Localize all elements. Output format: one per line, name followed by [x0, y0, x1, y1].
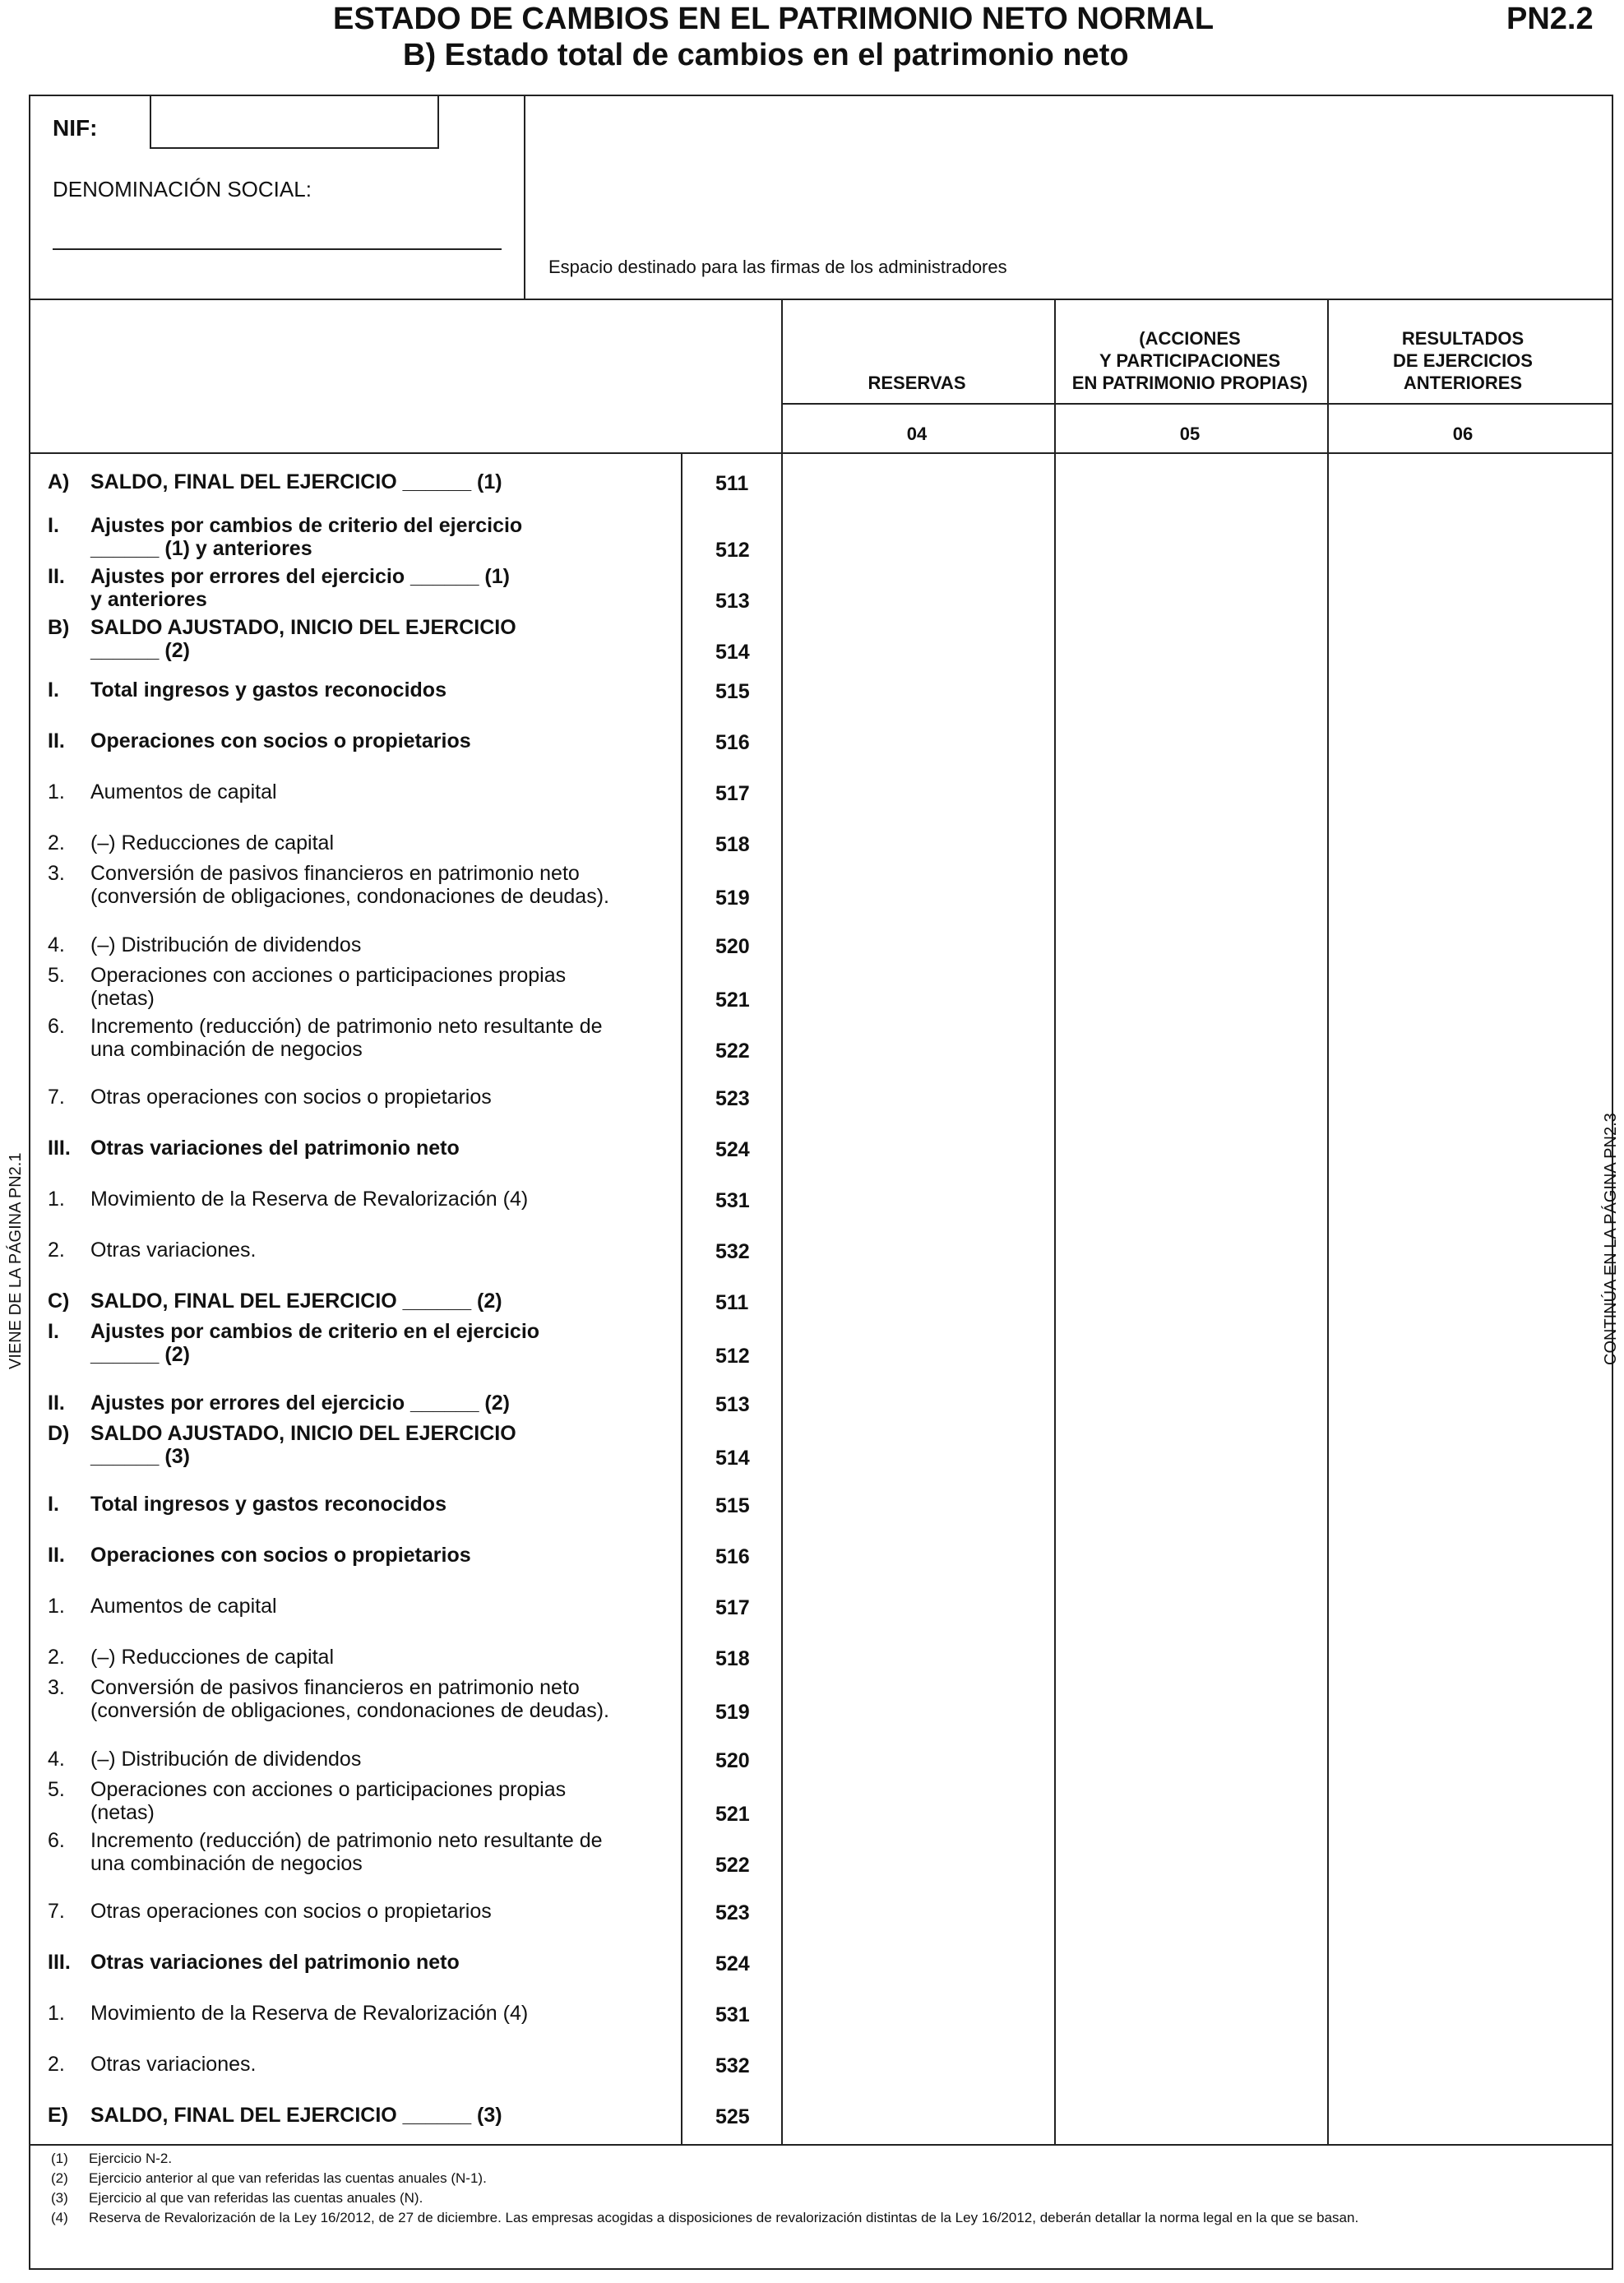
value-cell[interactable]	[1329, 609, 1599, 660]
value-cell[interactable]	[1329, 1313, 1599, 1364]
value-cell[interactable]	[783, 1588, 1053, 1621]
value-cell[interactable]	[783, 1893, 1053, 1926]
row-number: I.	[48, 1493, 59, 1516]
value-cell[interactable]	[1056, 1283, 1326, 1316]
value-cell[interactable]	[783, 1385, 1053, 1418]
row-label-continued: una combinación de negocios	[90, 1852, 363, 1875]
table-row	[48, 862, 750, 913]
row-code: 513	[715, 1393, 750, 1416]
value-cell[interactable]	[1056, 1385, 1326, 1418]
value-cell[interactable]	[1329, 2097, 1599, 2130]
table-row	[48, 1900, 750, 1951]
row-number: 1.	[48, 2002, 65, 2025]
value-cell[interactable]	[1329, 1995, 1599, 2028]
divider	[29, 299, 1613, 300]
row-label: Otras variaciones.	[90, 2053, 257, 2076]
column-header-line: EN PATRIMONIO PROPIAS)	[1071, 373, 1308, 393]
divider	[681, 452, 682, 2144]
row-number: 6.	[48, 1015, 65, 1038]
value-cell[interactable]	[783, 672, 1053, 705]
row-code: 515	[715, 680, 750, 703]
value-cell[interactable]	[1329, 825, 1599, 858]
table-row	[48, 729, 750, 780]
row-number: 2.	[48, 1239, 65, 1262]
table-row	[48, 1086, 750, 1137]
row-number: 2.	[48, 831, 65, 854]
column-number: 05	[1179, 424, 1201, 444]
row-code: 516	[715, 731, 750, 754]
value-cell[interactable]	[1056, 1008, 1326, 1059]
footnote	[51, 2170, 487, 2187]
value-cell[interactable]	[783, 957, 1053, 1008]
value-cell[interactable]	[783, 1995, 1053, 2028]
table-row	[48, 1015, 750, 1066]
row-number: 1.	[48, 1188, 65, 1211]
row-code: 518	[715, 833, 750, 856]
value-cell[interactable]	[1329, 507, 1599, 558]
row-code: 520	[715, 935, 750, 958]
table-row	[48, 1137, 750, 1188]
value-cell[interactable]	[1056, 1741, 1326, 1774]
table-row	[48, 964, 750, 1015]
row-number: III.	[48, 1137, 71, 1160]
row-number: III.	[48, 1951, 71, 1974]
row-number: 6.	[48, 1829, 65, 1852]
row-code: 513	[715, 590, 750, 613]
row-code: 519	[715, 887, 750, 910]
table-row	[48, 2002, 750, 2053]
table-row	[48, 514, 750, 565]
value-cell[interactable]	[1329, 1588, 1599, 1621]
value-cell[interactable]	[1056, 1893, 1326, 1926]
row-label-continued: ______ (3)	[90, 1445, 190, 1468]
value-cell[interactable]	[783, 1741, 1053, 1774]
value-cell[interactable]	[783, 609, 1053, 660]
row-label: (–) Reducciones de capital	[90, 831, 334, 854]
value-cell[interactable]	[783, 558, 1053, 609]
row-label: (–) Distribución de dividendos	[90, 933, 362, 956]
value-cell[interactable]	[1329, 774, 1599, 807]
value-cell[interactable]	[1329, 855, 1599, 906]
table-row	[48, 1493, 750, 1544]
value-cell[interactable]	[783, 825, 1053, 858]
row-label: SALDO AJUSTADO, INICIO DEL EJERCICIO	[90, 616, 516, 639]
row-label-continued: ______ (2)	[90, 1343, 190, 1366]
row-code: 524	[715, 1952, 750, 1975]
row-number: C)	[48, 1290, 70, 1313]
row-code: 514	[715, 1447, 750, 1470]
value-cell[interactable]	[1056, 1588, 1326, 1621]
row-code: 520	[715, 1749, 750, 1772]
row-label: Movimiento de la Reserva de Revalorización (4)	[90, 2002, 529, 2025]
table-row	[48, 1422, 750, 1473]
row-code: 514	[715, 641, 750, 664]
value-cell[interactable]	[783, 1944, 1053, 1977]
row-number: 4.	[48, 933, 65, 956]
row-code: 532	[715, 1240, 750, 1263]
row-label: Ajustes por errores del ejercicio ______ (2)	[90, 1392, 510, 1415]
row-number: 1.	[48, 780, 65, 803]
row-label: Operaciones con acciones o participaciones propias	[90, 1778, 567, 1801]
value-cell[interactable]	[1056, 507, 1326, 558]
row-code: 512	[715, 1345, 750, 1368]
value-cell[interactable]	[783, 1181, 1053, 1214]
value-cell[interactable]	[783, 1079, 1053, 1112]
table-row	[48, 565, 750, 616]
value-cell[interactable]	[1056, 2046, 1326, 2079]
column-header-line: ANTERIORES	[1403, 373, 1523, 393]
footnote-number: (3)	[51, 2190, 68, 2206]
footnote-number: (4)	[51, 2210, 68, 2225]
row-label: Ajustes por cambios de criterio en el ejercicio	[90, 1320, 540, 1343]
row-code: 517	[715, 1596, 750, 1619]
value-cell[interactable]	[783, 507, 1053, 558]
form-subtitle: B) Estado total de cambios en el patrimonio neto	[403, 38, 1129, 72]
value-cell[interactable]	[1329, 1232, 1599, 1265]
value-cell[interactable]	[1056, 1313, 1326, 1364]
table-row	[48, 1239, 750, 1290]
footnote-text: Reserva de Revalorización de la Ley 16/2012, de 27 de diciembre. Las empresas acogidas a disposiciones de revalorización distintas de la Ley 16/2012, deberán detallar la norma legal en la que se basan.	[89, 2210, 1359, 2225]
row-code: 515	[715, 1494, 750, 1517]
value-cell[interactable]	[1329, 464, 1599, 497]
row-number: I.	[48, 514, 59, 537]
divider	[524, 95, 525, 300]
row-label-continued: y anteriores	[90, 588, 207, 611]
value-cell[interactable]	[783, 1771, 1053, 1822]
value-cell[interactable]	[1329, 957, 1599, 1008]
signature-area[interactable]	[526, 96, 1612, 299]
value-cell[interactable]	[1056, 1181, 1326, 1214]
value-cell[interactable]	[1329, 1741, 1599, 1774]
value-cell[interactable]	[1056, 1669, 1326, 1720]
row-label: Operaciones con socios o propietarios	[90, 729, 471, 753]
value-cell[interactable]	[1329, 1283, 1599, 1316]
row-label: Conversión de pasivos financieros en patrimonio neto	[90, 1676, 580, 1699]
table-row	[48, 2053, 750, 2104]
footnote	[51, 2151, 172, 2167]
row-label: Conversión de pasivos financieros en patrimonio neto	[90, 862, 580, 885]
footnote-number: (2)	[51, 2170, 68, 2186]
value-cell[interactable]	[1056, 1639, 1326, 1672]
row-label: SALDO, FINAL DEL EJERCICIO ______ (2)	[90, 1290, 502, 1313]
row-label: Incremento (reducción) de patrimonio neto resultante de	[90, 1015, 603, 1038]
value-cell[interactable]	[783, 2046, 1053, 2079]
value-cell[interactable]	[1056, 558, 1326, 609]
row-code: 532	[715, 2054, 750, 2077]
row-code: 516	[715, 1545, 750, 1568]
value-cell[interactable]	[783, 1486, 1053, 1519]
value-cell[interactable]	[1056, 1130, 1326, 1163]
row-code: 522	[715, 1854, 750, 1877]
row-code: 531	[715, 2003, 750, 2026]
value-cell[interactable]	[1329, 1639, 1599, 1672]
row-label-continued: (netas)	[90, 987, 155, 1010]
value-cell[interactable]	[783, 1283, 1053, 1316]
row-number: 2.	[48, 1646, 65, 1669]
footnote-text: Ejercicio anterior al que van referidas las cuentas anuales (N-1).	[89, 2170, 487, 2186]
row-number: II.	[48, 565, 65, 588]
value-cell[interactable]	[783, 927, 1053, 960]
row-number: I.	[48, 1320, 59, 1343]
row-label: Ajustes por errores del ejercicio ______ (1)	[90, 565, 510, 588]
nif-field[interactable]	[150, 95, 439, 149]
row-label: Otras variaciones del patrimonio neto	[90, 1137, 460, 1160]
column-header-line: (ACCIONES	[1139, 328, 1241, 349]
value-cell[interactable]	[783, 855, 1053, 906]
value-cell[interactable]	[1056, 723, 1326, 756]
value-cell[interactable]	[1329, 1669, 1599, 1720]
side-note-left: VIENE DE LA PÁGINA PN2.1	[7, 1152, 25, 1369]
column-header-line: Y PARTICIPACIONES	[1099, 350, 1281, 371]
row-label-continued: ______ (1) y anteriores	[90, 537, 312, 560]
row-label: SALDO, FINAL DEL EJERCICIO ______ (3)	[90, 2104, 502, 2127]
value-cell[interactable]	[783, 1130, 1053, 1163]
row-code: 524	[715, 1138, 750, 1161]
row-label: Otras variaciones.	[90, 1239, 257, 1262]
row-number: II.	[48, 1392, 65, 1415]
divider	[781, 403, 1613, 405]
table-row	[48, 616, 750, 667]
value-cell[interactable]	[783, 1537, 1053, 1570]
value-cell[interactable]	[783, 1669, 1053, 1720]
value-cell[interactable]	[1329, 1130, 1599, 1163]
value-cell[interactable]	[1056, 774, 1326, 807]
side-note-right: CONTINÚA EN LA PÁGINA PN2.3	[1602, 1113, 1620, 1365]
table-row	[48, 1188, 750, 1239]
row-number: 2.	[48, 2053, 65, 2076]
row-number: 3.	[48, 862, 65, 885]
value-cell[interactable]	[1056, 609, 1326, 660]
value-cell[interactable]	[783, 2097, 1053, 2130]
table-row	[48, 1676, 750, 1727]
row-label: Total ingresos y gastos reconocidos	[90, 1493, 446, 1516]
row-code: 531	[715, 1189, 750, 1212]
row-code: 525	[715, 2105, 750, 2128]
value-cell[interactable]	[1056, 1232, 1326, 1265]
footnote-text: Ejercicio al que van referidas las cuentas anuales (N).	[89, 2190, 423, 2206]
value-cell[interactable]	[1329, 1822, 1599, 1873]
value-cell[interactable]	[1056, 855, 1326, 906]
row-label: SALDO AJUSTADO, INICIO DEL EJERCICIO	[90, 1422, 516, 1445]
value-cell[interactable]	[1056, 464, 1326, 497]
page-code: PN2.2	[1506, 2, 1594, 36]
value-cell[interactable]	[783, 464, 1053, 497]
value-cell[interactable]	[1329, 558, 1599, 609]
table-row	[48, 678, 750, 729]
column-header-line: RESULTADOS	[1401, 328, 1525, 349]
value-cell[interactable]	[1056, 1944, 1326, 1977]
column-number: 06	[1452, 424, 1474, 444]
row-code: 511	[715, 472, 749, 495]
value-cell[interactable]	[1056, 927, 1326, 960]
row-number: 7.	[48, 1086, 65, 1109]
row-code: 517	[715, 782, 750, 805]
row-number: I.	[48, 678, 59, 702]
table-row	[48, 2104, 750, 2155]
table-row	[48, 1778, 750, 1829]
row-code: 523	[715, 1087, 750, 1110]
value-cell[interactable]	[1329, 1385, 1599, 1418]
row-number: D)	[48, 1422, 70, 1445]
value-cell[interactable]	[1056, 1079, 1326, 1112]
row-label-continued: (conversión de obligaciones, condonaciones de deudas).	[90, 1699, 609, 1722]
value-cell[interactable]	[1056, 1537, 1326, 1570]
row-label: Movimiento de la Reserva de Revalorización (4)	[90, 1188, 529, 1211]
row-code: 519	[715, 1701, 750, 1724]
column-number: 04	[906, 424, 928, 444]
value-cell[interactable]	[783, 774, 1053, 807]
value-cell[interactable]	[1056, 1822, 1326, 1873]
value-cell[interactable]	[783, 1822, 1053, 1873]
value-cell[interactable]	[1056, 1771, 1326, 1822]
row-label: Operaciones con acciones o participaciones propias	[90, 964, 567, 987]
column-header-resultados	[1327, 327, 1599, 394]
row-number: II.	[48, 729, 65, 753]
row-label: (–) Distribución de dividendos	[90, 1748, 362, 1771]
row-label: Operaciones con socios o propietarios	[90, 1544, 471, 1567]
row-number: II.	[48, 1544, 65, 1567]
value-cell[interactable]	[1329, 1893, 1599, 1926]
footnote	[51, 2210, 1358, 2226]
row-label: Incremento (reducción) de patrimonio neto resultante de	[90, 1829, 603, 1852]
row-number: 4.	[48, 1748, 65, 1771]
row-number: A)	[48, 470, 70, 493]
row-label-continued: ______ (2)	[90, 639, 190, 662]
table-row	[48, 780, 750, 831]
row-code: 523	[715, 1901, 750, 1924]
row-number: 5.	[48, 964, 65, 987]
column-header-line: RESERVAS	[868, 373, 966, 393]
row-code: 521	[715, 989, 750, 1012]
footnote	[51, 2190, 423, 2207]
row-label: Otras operaciones con socios o propietarios	[90, 1900, 492, 1923]
value-cell[interactable]	[783, 723, 1053, 756]
value-cell[interactable]	[783, 1232, 1053, 1265]
column-header-line: DE EJERCICIOS	[1393, 350, 1533, 371]
table-row	[48, 1320, 750, 1371]
row-label: Otras operaciones con socios o propietarios	[90, 1086, 492, 1109]
value-cell[interactable]	[1329, 2046, 1599, 2079]
table-row	[48, 1829, 750, 1880]
row-label: Total ingresos y gastos reconocidos	[90, 678, 446, 702]
denominacion-field[interactable]	[53, 248, 502, 250]
row-label: Otras variaciones del patrimonio neto	[90, 1951, 460, 1974]
form-title: ESTADO DE CAMBIOS EN EL PATRIMONIO NETO NORMAL	[333, 2, 1215, 36]
value-cell[interactable]	[1329, 1486, 1599, 1519]
row-number: 1.	[48, 1595, 65, 1618]
value-cell[interactable]	[1056, 1486, 1326, 1519]
row-number: 3.	[48, 1676, 65, 1699]
row-label-continued: (netas)	[90, 1801, 155, 1824]
column-header-reservas	[781, 372, 1053, 394]
value-cell[interactable]	[1329, 1537, 1599, 1570]
divider	[29, 452, 1613, 454]
row-number: 5.	[48, 1778, 65, 1801]
table-row	[48, 1951, 750, 2002]
value-cell[interactable]	[783, 1639, 1053, 1672]
value-cell[interactable]	[1056, 1995, 1326, 2028]
row-code: 518	[715, 1647, 750, 1670]
row-number: E)	[48, 2104, 68, 2127]
table-row	[48, 1544, 750, 1595]
row-code: 522	[715, 1040, 750, 1063]
nif-label: NIF:	[53, 115, 98, 141]
row-label: Ajustes por cambios de criterio del ejercicio	[90, 514, 523, 537]
row-label-continued: una combinación de negocios	[90, 1038, 363, 1061]
row-number: 7.	[48, 1900, 65, 1923]
value-cell[interactable]	[1056, 957, 1326, 1008]
signature-note: Espacio destinado para las firmas de los administradores	[548, 257, 1007, 277]
value-cell[interactable]	[783, 1313, 1053, 1364]
value-cell[interactable]	[1056, 672, 1326, 705]
row-label: Aumentos de capital	[90, 1595, 277, 1618]
footnote-text: Ejercicio N-2.	[89, 2151, 173, 2166]
value-cell[interactable]	[1329, 1181, 1599, 1214]
row-code: 512	[715, 539, 750, 562]
value-cell[interactable]	[1329, 1944, 1599, 1977]
value-cell[interactable]	[1329, 1079, 1599, 1112]
row-number: B)	[48, 616, 70, 639]
value-cell[interactable]	[1329, 927, 1599, 960]
value-cell[interactable]	[1056, 825, 1326, 858]
value-cell[interactable]	[783, 1008, 1053, 1059]
denominacion-label: DENOMINACIÓN SOCIAL:	[53, 177, 312, 201]
value-cell[interactable]	[1056, 2097, 1326, 2130]
column-header-acciones	[1054, 327, 1326, 394]
row-code: 521	[715, 1803, 750, 1826]
row-label: SALDO, FINAL DEL EJERCICIO ______ (1)	[90, 470, 502, 493]
footnote-number: (1)	[51, 2151, 68, 2166]
row-label-continued: (conversión de obligaciones, condonaciones de deudas).	[90, 885, 609, 908]
value-cell[interactable]	[1329, 1008, 1599, 1059]
row-code: 511	[715, 1291, 749, 1314]
row-label: Aumentos de capital	[90, 780, 277, 803]
row-label: (–) Reducciones de capital	[90, 1646, 334, 1669]
value-cell[interactable]	[1056, 1415, 1326, 1466]
value-cell[interactable]	[1329, 1415, 1599, 1466]
value-cell[interactable]	[783, 1415, 1053, 1466]
value-cell[interactable]	[1329, 1771, 1599, 1822]
value-cell[interactable]	[1329, 672, 1599, 705]
value-cell[interactable]	[1329, 723, 1599, 756]
table-row	[48, 1595, 750, 1646]
